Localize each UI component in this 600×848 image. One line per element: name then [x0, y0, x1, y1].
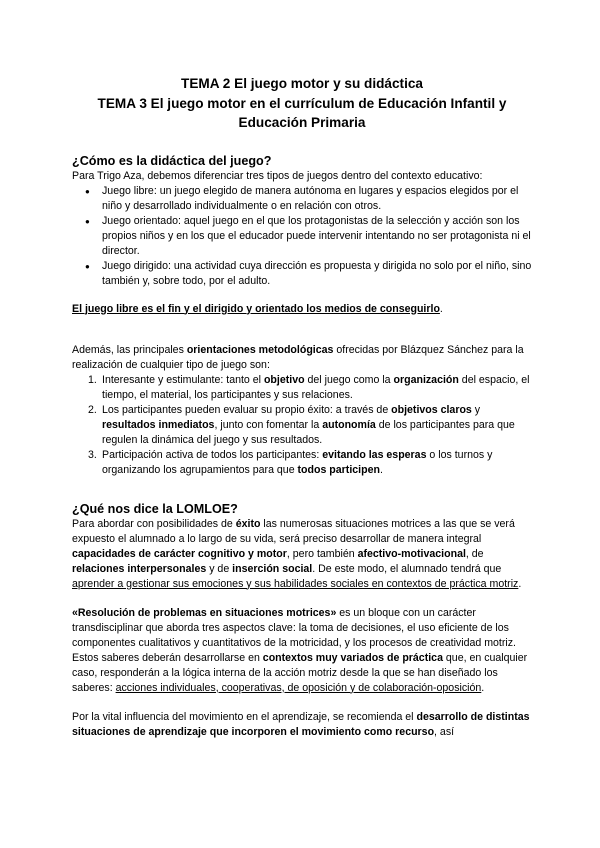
section-heading-didactica: ¿Cómo es la didáctica del juego?: [72, 153, 272, 168]
list-item: ● Juego dirigido: una actividad cuya dirección es propuesta y dirigida no solo por el niño, sino también y, sobre todo, por el adulto.: [72, 259, 532, 289]
document-titles: [72, 74, 532, 133]
section1-conclusion: El juego libre es el fin y el dirigido y orientado los medios de conseguirlo.: [72, 302, 443, 315]
section1-intro: Para Trigo Aza, debemos diferenciar tres tipos de juegos dentro del contexto educativo:: [72, 169, 483, 182]
lomloe-paragraph-2: «Resolución de problemas en situaciones motrices» es un bloque con un carácter transdisciplinar que aborda tres aspectos clave: la toma de decisiones, el uso eficiente de los componentes cualitativos y cuantitativos de la motricidad, y los procesos de creatividad motriz. Estos saberes deberán desarrollarse en contextos muy variados de práctica que, en cualquier caso, responderán a la lógica interna de la acción motriz desde la que se han diseñado los saberes: acciones individuales, cooperativas, de oposición y de colaboración-oposición.: [72, 606, 528, 694]
list-item: ● Juego libre: un juego elegido de manera autónoma en lugares y espacios elegidos por el niño y desarrollado individualmente o en relación con otros.: [72, 184, 532, 214]
section-heading-lomloe: ¿Qué nos dice la LOMLOE?: [72, 501, 238, 516]
list-item: 1. Interesante y estimulante: tanto el objetivo del juego como la organización del espacio, el tiempo, el material, los participantes y sus relaciones.: [88, 373, 530, 401]
methodology-list: [72, 373, 532, 478]
list-item: ● Juego orientado: aquel juego en el que los protagonistas de la selección y acción son los propios niños y en los que el educador puede intervenir intentando no ser protagonista ni el director.: [72, 214, 532, 259]
conclusion-underlined: El juego libre es el fin y el dirigido y orientado los medios de conseguirlo: [72, 302, 440, 315]
lomloe-paragraph-3: Por la vital influencia del movimiento en el aprendizaje, se recomienda el desarrollo de distintas situaciones de aprendizaje que incorporen el movimiento como recurso, así: [72, 710, 530, 738]
juego-types-list: [72, 184, 532, 289]
list-item: 2. Los participantes pueden evaluar su propio éxito: a través de objetivos claros y resultados inmediatos, junto con fomentar la autonomía de los participantes para que regulen la dinámica del juego y sus resultados.: [88, 403, 515, 446]
lomloe-paragraph-1: Para abordar con posibilidades de éxito las numerosas situaciones motrices a las que se verá expuesto el alumnado a lo largo de su vida, será preciso desarrollar de manera integral capacidades de carácter cognitivo y motor, pero también afectivo-motivacional, de relaciones interpersonales y de inserción social. De este modo, el alumnado tendrá que aprender a gestionar sus emociones y sus habilidades sociales en contextos de práctica motriz.: [72, 517, 522, 590]
document-page: [72, 74, 532, 740]
title-line-2: TEMA 3 El juego motor en el currículum de Educación Infantil y Educación Primaria: [97, 95, 507, 130]
section2-intro: Además, las principales orientaciones metodológicas ofrecidas por Blázquez Sánchez para la realización de cualquier tipo de juego son:: [72, 343, 524, 371]
list-item: 3. Participación activa de todos los participantes: evitando las esperas o los turnos y organizando los agrupamientos para que todos participen.: [88, 448, 493, 476]
title-line-1: TEMA 2 El juego motor y su didáctica: [181, 76, 423, 91]
